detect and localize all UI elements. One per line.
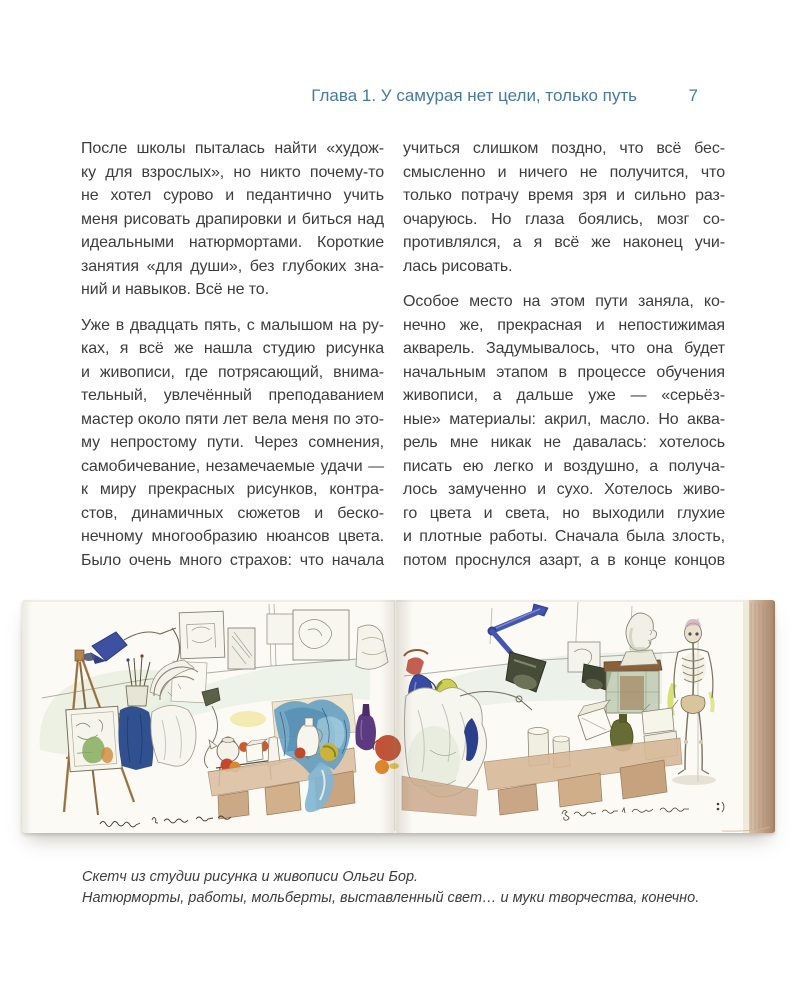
text-line: только потрачу время зря и сильно раз- (403, 187, 725, 204)
blue-jacket (118, 706, 153, 770)
text-line: учиться слишком поздно, что всё бес- (403, 140, 725, 157)
right-column (403, 137, 725, 572)
text-line: противлялся, а я всё же наконец учи- (403, 234, 725, 251)
text-line: лось замученно и сухо. Хотелось живо- (403, 481, 725, 498)
paragraph (403, 290, 725, 572)
text-line: самобичевание, незамечаемые удачи — (81, 457, 384, 475)
text-line: живописи, а дальше уже — «серьёз- (403, 387, 725, 404)
text-line: меня рисовать драпировки и биться над (81, 210, 384, 228)
book-spine (380, 600, 413, 833)
text-line: стов, динамичных сюжетов и беско- (81, 504, 384, 522)
text-line: потом проснулся азарт, а в конце концов (403, 551, 725, 569)
text-line: Особое место на этом пути заняла, ко- (403, 293, 725, 310)
text-line: ку для взрослых», но никто почему-то (81, 163, 384, 181)
chapter-header: Глава 1. У самурая нет цели, только путь (311, 86, 637, 105)
text-line: нечному многообразию нюансов цвета. (81, 528, 384, 545)
text-line: лась рисовать. (403, 257, 513, 275)
text-line: му непростому пути. Через сомнения, (81, 434, 384, 451)
studio-watercolor-sketch (22, 600, 775, 833)
text-line: начальным этапом в процессе обучения (403, 363, 725, 381)
text-line: мастер около пяти лет вела меня по это- (81, 410, 384, 428)
text-line: смысленно и ничего не получится, что (403, 163, 725, 181)
text-line: После школы пыталась найти «худож- (81, 140, 384, 157)
text-line: занятия «для души», без глубоких зна- (81, 257, 384, 275)
figure-caption (82, 867, 742, 910)
text-line: и живописи, где потрясающий, внима- (81, 363, 384, 381)
caption-line-1: Скетч из студии рисунка и живописи Ольги Бор. (82, 869, 419, 885)
text-line: ках, я всё же нашла студию рисунка (81, 340, 384, 357)
text-line: ний и навыков. Всё не то. (81, 281, 269, 298)
paragraph (81, 137, 384, 302)
text-line: Уже в двадцать пять, с малышом на ру- (81, 316, 384, 334)
text-line: рель мне никак не давалась: хотелось (403, 434, 725, 451)
left-column (81, 137, 384, 572)
text-line: го цвета и света, но выходили глухие (403, 504, 725, 522)
glass-case (604, 660, 662, 713)
text-line: идеальными натюрмортами. Короткие (81, 234, 384, 251)
page-number: 7 (688, 86, 698, 105)
text-line: не хотел сурово и педантично учить (81, 187, 384, 204)
body-text (81, 137, 725, 572)
text-line: к миру прекрасных рисунков, контра- (81, 481, 384, 498)
caption-line-2: Натюрморты, работы, мольберты, выставленный свет… и муки творчества, конечно. (82, 890, 700, 907)
sketchbook-photo (22, 600, 775, 833)
text-line: тельный, увлечённый преподаванием (81, 387, 384, 404)
text-line: писать ею легко и воздушно, а получа- (403, 457, 725, 475)
text-line: акварель. Задумывалось, что она будет (403, 340, 725, 357)
text-line: очаруюсь. Но глаза боялись, мозг со- (403, 210, 725, 228)
text-line: ные» материалы: акрил, масло. Но аква- (403, 410, 725, 428)
easel-canvas (66, 706, 122, 771)
text-line: и плотные работы. Сначала была злость, (403, 528, 725, 545)
text-line: нечно же, прекрасная и непостижимая (403, 316, 725, 334)
white-drapes-left (151, 705, 196, 766)
text-line: Было очень много страхов: что начала (81, 551, 384, 569)
paragraph (403, 137, 725, 278)
paragraph (81, 314, 384, 573)
